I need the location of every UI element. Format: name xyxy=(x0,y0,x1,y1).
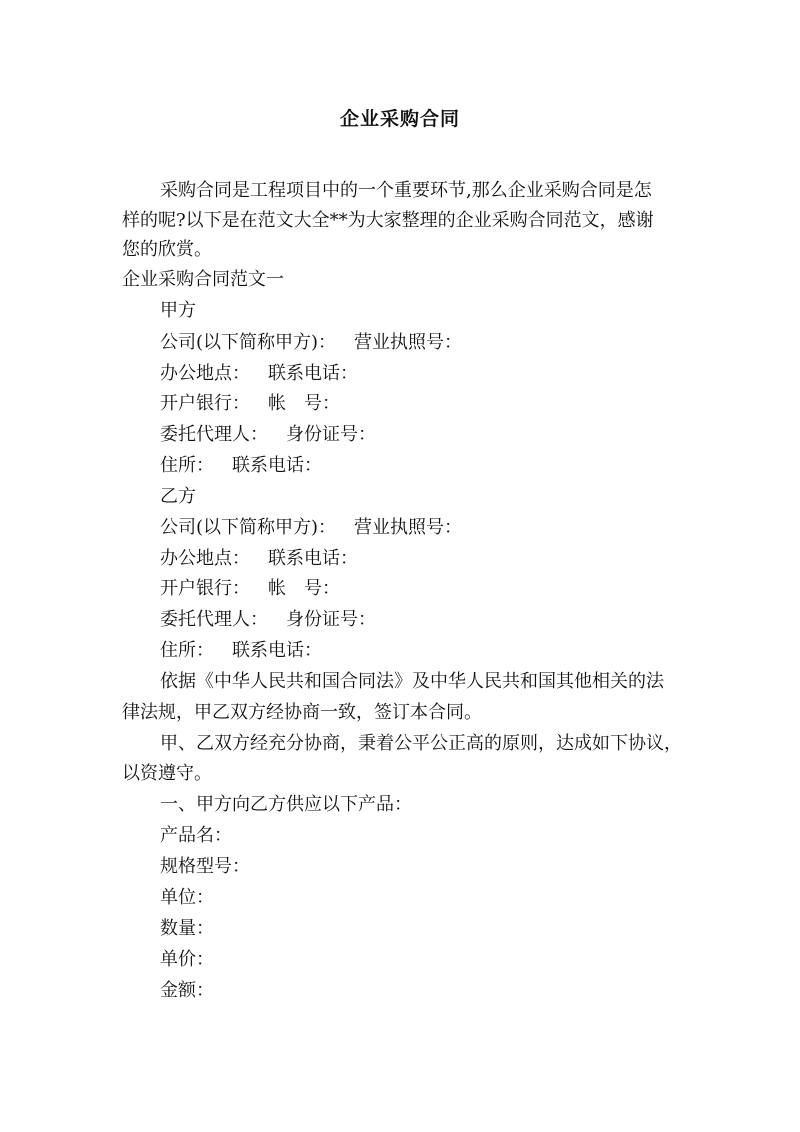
party-a-phone: 联系电话： xyxy=(268,363,358,384)
party-b-id: 身份证号： xyxy=(286,609,376,630)
field-quantity: 数量： xyxy=(160,918,214,939)
intro-line-2: 样的呢?以下是在范文大全**为大家整理的企业采购合同范文，感谢 xyxy=(122,210,654,231)
intro-line-3: 您的欣赏。 xyxy=(122,239,212,260)
basis-line-2: 律法规，甲乙双方经协商一致，签订本合同。 xyxy=(122,702,482,723)
section-heading: 企业采购合同范文一 xyxy=(122,269,284,290)
field-product-name: 产品名： xyxy=(160,825,232,846)
agreement-line-1: 甲、乙双方经充分协商，秉着公平公正高的原则，达成如下协议， xyxy=(160,733,682,754)
party-a-agent-row xyxy=(160,423,376,447)
party-a-office-row xyxy=(160,362,358,386)
party-b-account: 帐 号： xyxy=(268,578,340,599)
party-b-company-row xyxy=(160,516,462,540)
basis-line-1: 依据《中华人民共和国合同法》及中华人民共和国其他相关的法 xyxy=(160,671,664,692)
field-unit-price: 单价： xyxy=(160,949,214,970)
party-b-phone: 联系电话： xyxy=(268,548,358,569)
party-a-residence-row xyxy=(160,454,322,478)
field-unit: 单位： xyxy=(160,887,214,908)
party-b-agent-row xyxy=(160,608,376,632)
party-a-residence: 住所： xyxy=(160,455,214,476)
clause-1: 一、甲方向乙方供应以下产品： xyxy=(160,794,412,815)
party-b-bank: 开户银行： xyxy=(160,578,250,599)
party-a-id: 身份证号： xyxy=(286,424,376,445)
party-b-label: 乙方 xyxy=(160,486,196,507)
party-b-bank-row xyxy=(160,577,340,601)
party-a-office: 办公地点： xyxy=(160,363,250,384)
party-a-label: 甲方 xyxy=(160,300,196,321)
intro-line-1: 采购合同是工程项目中的一个重要环节,那么企业采购合同是怎 xyxy=(160,180,652,201)
party-b-office-row xyxy=(160,547,358,571)
party-b-agent: 委托代理人： xyxy=(160,609,268,630)
party-a-agent: 委托代理人： xyxy=(160,424,268,445)
party-a-account: 帐 号： xyxy=(268,393,340,414)
party-b-residence-row xyxy=(160,639,322,663)
party-b-office: 办公地点： xyxy=(160,548,250,569)
party-b-license: 营业执照号： xyxy=(354,517,463,538)
field-model: 规格型号： xyxy=(160,856,250,877)
party-b-phone2: 联系电话： xyxy=(232,640,322,661)
party-a-phone2: 联系电话： xyxy=(232,455,322,476)
agreement-line-2: 以资遵守。 xyxy=(122,763,212,784)
party-b-residence: 住所： xyxy=(160,640,214,661)
party-a-bank-row xyxy=(160,392,340,416)
party-a-bank: 开户银行： xyxy=(160,393,250,414)
party-a-company: 公司(以下简称甲方)： xyxy=(160,332,337,353)
party-a-company-row xyxy=(160,331,462,355)
party-a-license: 营业执照号： xyxy=(354,332,463,353)
field-amount: 金额： xyxy=(160,980,214,1001)
party-b-company: 公司(以下简称甲方)： xyxy=(160,517,337,538)
document-title: 企业采购合同 xyxy=(339,108,460,130)
